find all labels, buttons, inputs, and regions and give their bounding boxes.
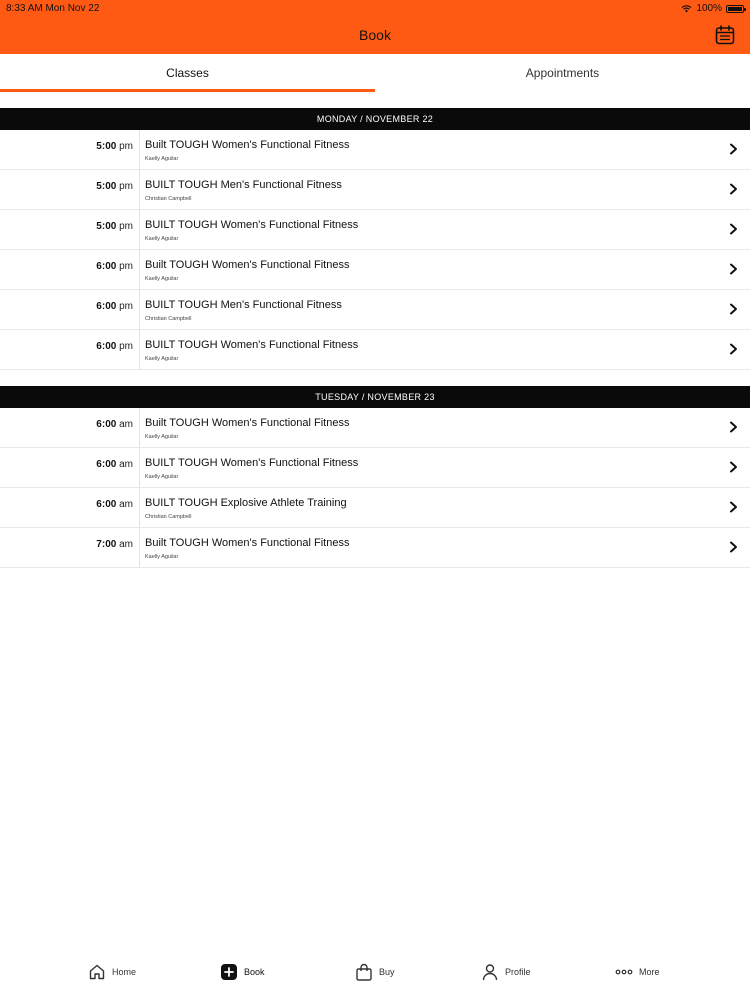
status-indicators bbox=[681, 3, 744, 14]
row-divider bbox=[139, 130, 140, 169]
nav-more-label: More bbox=[639, 967, 660, 977]
chevron-right-icon bbox=[729, 303, 738, 315]
class-row[interactable] bbox=[0, 170, 750, 210]
nav-profile[interactable] bbox=[481, 955, 531, 989]
class-instructor: Christian Campbell bbox=[145, 196, 192, 202]
nav-book[interactable] bbox=[220, 955, 265, 989]
class-instructor: Kaelly Aguilar bbox=[145, 156, 179, 162]
class-instructor: Kaelly Aguilar bbox=[145, 554, 179, 560]
home-icon bbox=[88, 963, 106, 981]
row-divider bbox=[139, 290, 140, 329]
class-row[interactable] bbox=[0, 528, 750, 568]
calendar-icon[interactable] bbox=[714, 24, 736, 46]
row-divider bbox=[139, 250, 140, 289]
class-instructor: Kaelly Aguilar bbox=[145, 474, 179, 480]
chevron-right-icon bbox=[729, 183, 738, 195]
class-time bbox=[0, 141, 133, 152]
chevron-right-icon bbox=[729, 223, 738, 235]
wifi-icon bbox=[681, 4, 692, 13]
row-divider bbox=[139, 210, 140, 249]
class-time-value: 5:00 bbox=[96, 181, 117, 192]
class-list-monday bbox=[0, 130, 750, 370]
shopping-bag-icon bbox=[355, 963, 373, 981]
tab-bar bbox=[0, 54, 750, 94]
battery-percent: 100% bbox=[696, 3, 722, 14]
class-time bbox=[0, 341, 133, 352]
chevron-right-icon bbox=[729, 263, 738, 275]
class-time-value: 5:00 bbox=[96, 141, 117, 152]
app-header bbox=[0, 0, 750, 54]
row-divider bbox=[139, 528, 140, 567]
active-tab-indicator bbox=[0, 89, 375, 92]
class-time-value: 5:00 bbox=[96, 221, 117, 232]
class-name: BUILT TOUGH Women's Functional Fitness bbox=[145, 457, 359, 469]
class-name: BUILT TOUGH Explosive Athlete Training bbox=[145, 497, 347, 509]
class-time-ampm: pm bbox=[119, 341, 133, 352]
page-title: Book bbox=[359, 27, 391, 43]
class-time-ampm: pm bbox=[119, 181, 133, 192]
class-time bbox=[0, 499, 133, 510]
class-time-value: 6:00 bbox=[96, 301, 117, 312]
person-icon bbox=[481, 963, 499, 981]
class-time-ampm: am bbox=[119, 419, 133, 430]
class-time-value: 6:00 bbox=[96, 341, 117, 352]
class-time-value: 6:00 bbox=[96, 261, 117, 272]
row-divider bbox=[139, 170, 140, 209]
class-time-ampm: am bbox=[119, 459, 133, 470]
class-instructor: Christian Campbell bbox=[145, 316, 192, 322]
tab-appointments-label: Appointments bbox=[525, 66, 600, 80]
nav-more[interactable] bbox=[615, 955, 660, 989]
class-time bbox=[0, 221, 133, 232]
row-divider bbox=[139, 408, 140, 447]
class-name: BUILT TOUGH Men's Functional Fitness bbox=[145, 179, 342, 191]
row-divider bbox=[139, 330, 140, 369]
class-time bbox=[0, 181, 133, 192]
class-time-ampm: am bbox=[119, 499, 133, 510]
class-time-value: 6:00 bbox=[96, 499, 117, 510]
class-instructor: Christian Campbell bbox=[145, 514, 192, 520]
class-time-ampm: pm bbox=[119, 301, 133, 312]
chevron-right-icon bbox=[729, 421, 738, 433]
battery-icon bbox=[726, 5, 744, 13]
class-name: Built TOUGH Women's Functional Fitness bbox=[145, 259, 350, 271]
class-row[interactable] bbox=[0, 330, 750, 370]
status-time: 8:33 AM Mon Nov 22 bbox=[6, 3, 100, 14]
class-name: Built TOUGH Women's Functional Fitness bbox=[145, 417, 350, 429]
class-name: BUILT TOUGH Women's Functional Fitness bbox=[145, 219, 359, 231]
nav-buy[interactable] bbox=[355, 955, 395, 989]
class-time-value: 6:00 bbox=[96, 459, 117, 470]
row-divider bbox=[139, 448, 140, 487]
class-time-ampm: pm bbox=[119, 221, 133, 232]
bottom-navigation bbox=[0, 955, 750, 989]
tab-classes[interactable] bbox=[0, 54, 375, 94]
class-name: Built TOUGH Women's Functional Fitness bbox=[145, 537, 350, 549]
class-instructor: Kaelly Aguilar bbox=[145, 276, 179, 282]
class-name: BUILT TOUGH Women's Functional Fitness bbox=[145, 339, 359, 351]
class-row[interactable] bbox=[0, 250, 750, 290]
class-row[interactable] bbox=[0, 130, 750, 170]
chevron-right-icon bbox=[729, 343, 738, 355]
class-time bbox=[0, 301, 133, 312]
nav-home[interactable] bbox=[88, 955, 136, 989]
more-dots-icon bbox=[615, 963, 633, 981]
class-time-value: 6:00 bbox=[96, 419, 117, 430]
day-header-monday: MONDAY / NOVEMBER 22 bbox=[0, 108, 750, 130]
day-header-tuesday: TUESDAY / NOVEMBER 23 bbox=[0, 386, 750, 408]
class-row[interactable] bbox=[0, 488, 750, 528]
class-name: Built TOUGH Women's Functional Fitness bbox=[145, 139, 350, 151]
chevron-right-icon bbox=[729, 501, 738, 513]
class-time-ampm: pm bbox=[119, 261, 133, 272]
class-time bbox=[0, 539, 133, 550]
chevron-right-icon bbox=[729, 461, 738, 473]
row-divider bbox=[139, 488, 140, 527]
class-instructor: Kaelly Aguilar bbox=[145, 356, 179, 362]
tab-appointments[interactable] bbox=[375, 54, 750, 94]
chevron-right-icon bbox=[729, 143, 738, 155]
class-row[interactable] bbox=[0, 210, 750, 250]
nav-profile-label: Profile bbox=[505, 967, 531, 977]
class-time bbox=[0, 419, 133, 430]
class-row[interactable] bbox=[0, 408, 750, 448]
class-list-tuesday bbox=[0, 408, 750, 568]
class-instructor: Kaelly Aguilar bbox=[145, 434, 179, 440]
class-instructor: Kaelly Aguilar bbox=[145, 236, 179, 242]
nav-home-label: Home bbox=[112, 967, 137, 977]
class-row[interactable] bbox=[0, 448, 750, 488]
class-time bbox=[0, 459, 133, 470]
class-row[interactable] bbox=[0, 290, 750, 330]
class-name: BUILT TOUGH Men's Functional Fitness bbox=[145, 299, 342, 311]
nav-buy-label: Buy bbox=[379, 967, 395, 977]
plus-square-icon bbox=[220, 963, 238, 981]
class-time-ampm: pm bbox=[119, 141, 133, 152]
chevron-right-icon bbox=[729, 541, 738, 553]
nav-book-label: Book bbox=[244, 967, 265, 977]
class-time bbox=[0, 261, 133, 272]
class-time-ampm: am bbox=[119, 539, 133, 550]
tab-classes-label: Classes bbox=[166, 66, 209, 80]
class-time-value: 7:00 bbox=[96, 539, 117, 550]
